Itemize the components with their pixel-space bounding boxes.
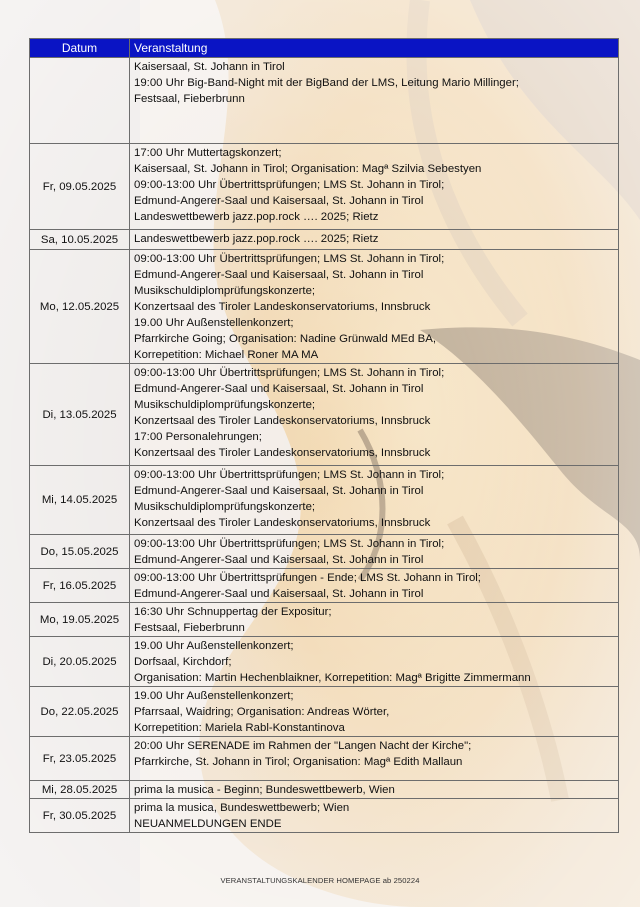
table-row bbox=[30, 364, 619, 466]
event-line: 09:00-13:00 Uhr Übertrittsprüfungen; LMS St. Johann in Tirol; bbox=[134, 179, 445, 191]
event-line: 19:00 Uhr Big-Band-Night mit der BigBand der LMS, Leitung Mario Millinger; bbox=[134, 77, 519, 89]
event-line: Festsaal, Fieberbrunn bbox=[134, 93, 245, 105]
event-description-cell bbox=[130, 637, 619, 687]
event-description-cell bbox=[130, 58, 619, 144]
column-header-event: Veranstaltung bbox=[130, 39, 619, 58]
event-line: Musikschuldiplomprüfungskonzerte; bbox=[134, 501, 316, 513]
event-line: Edmund-Angerer-Saal und Kaisersaal, St. Johann in Tirol bbox=[134, 485, 424, 497]
event-description-cell bbox=[130, 535, 619, 569]
event-date-cell: Mo, 19.05.2025 bbox=[30, 603, 130, 637]
event-line: Edmund-Angerer-Saal und Kaisersaal, St. Johann in Tirol bbox=[134, 588, 424, 600]
event-date-cell: Mo, 12.05.2025 bbox=[30, 250, 130, 364]
event-line: Kaisersaal, St. Johann in Tirol bbox=[134, 61, 285, 73]
table-row bbox=[30, 535, 619, 569]
table-row bbox=[30, 737, 619, 781]
event-line: Kaisersaal, St. Johann in Tirol; Organisation: Magª Szilvia Sebestyen bbox=[134, 163, 482, 175]
event-line: 09:00-13:00 Uhr Übertrittsprüfungen; LMS St. Johann in Tirol; bbox=[134, 367, 445, 379]
event-date-cell: Di, 13.05.2025 bbox=[30, 364, 130, 466]
event-line: Landeswettbewerb jazz.pop.rock …. 2025; Rietz bbox=[134, 233, 379, 245]
table-row bbox=[30, 687, 619, 737]
table-header-row bbox=[30, 39, 619, 58]
event-line: 19.00 Uhr Außenstellenkonzert; bbox=[134, 317, 294, 329]
table-row bbox=[30, 144, 619, 230]
event-line: 19.00 Uhr Außenstellenkonzert; bbox=[134, 640, 294, 652]
table-row bbox=[30, 781, 619, 799]
event-date-cell: Di, 20.05.2025 bbox=[30, 637, 130, 687]
event-description-cell bbox=[130, 781, 619, 799]
event-line: Korrepetition: Mariela Rabl-Konstantinova bbox=[134, 722, 345, 734]
event-date-cell: Fr, 23.05.2025 bbox=[30, 737, 130, 781]
table-row bbox=[30, 603, 619, 637]
event-line: Konzertsaal des Tiroler Landeskonservatoriums, Innsbruck bbox=[134, 447, 431, 459]
event-date-cell: Mi, 14.05.2025 bbox=[30, 466, 130, 535]
event-description-cell bbox=[130, 687, 619, 737]
event-line: Dorfsaal, Kirchdorf; bbox=[134, 656, 232, 668]
event-date-cell: Do, 22.05.2025 bbox=[30, 687, 130, 737]
event-line: Musikschuldiplomprüfungskonzerte; bbox=[134, 399, 316, 411]
table-row bbox=[30, 230, 619, 250]
event-line: 17:00 Uhr Muttertagskonzert; bbox=[134, 147, 282, 159]
event-description-cell bbox=[130, 603, 619, 637]
event-line: 09:00-13:00 Uhr Übertrittsprüfungen; LMS St. Johann in Tirol; bbox=[134, 469, 445, 481]
event-line: Edmund-Angerer-Saal und Kaisersaal, St. Johann in Tirol bbox=[134, 269, 424, 281]
event-description-cell bbox=[130, 144, 619, 230]
event-line: 19.00 Uhr Außenstellenkonzert; bbox=[134, 690, 294, 702]
event-description-cell bbox=[130, 737, 619, 781]
event-date-cell: Do, 15.05.2025 bbox=[30, 535, 130, 569]
event-description-cell bbox=[130, 364, 619, 466]
event-date-cell bbox=[30, 58, 130, 144]
event-line: 09:00-13:00 Uhr Übertrittsprüfungen; LMS St. Johann in Tirol; bbox=[134, 253, 445, 265]
event-description-cell bbox=[130, 799, 619, 833]
event-line: 17:00 Personalehrungen; bbox=[134, 431, 262, 443]
table-row bbox=[30, 799, 619, 833]
event-line: Musikschuldiplomprüfungskonzerte; bbox=[134, 285, 316, 297]
event-line: 09:00-13:00 Uhr Übertrittsprüfungen - Ende; LMS St. Johann in Tirol; bbox=[134, 572, 481, 584]
event-line: prima la musica - Beginn; Bundeswettbewerb, Wien bbox=[134, 784, 395, 796]
event-line: 20:00 Uhr SERENADE im Rahmen der "Langen Nacht der Kirche"; bbox=[134, 740, 472, 752]
table-row bbox=[30, 637, 619, 687]
event-line: Konzertsaal des Tiroler Landeskonservatoriums, Innsbruck bbox=[134, 415, 431, 427]
event-line: NEUANMELDUNGEN ENDE bbox=[134, 818, 282, 830]
event-line: Landeswettbewerb jazz.pop.rock …. 2025; Rietz bbox=[134, 211, 379, 223]
column-header-date: Datum bbox=[30, 39, 130, 58]
event-line: Edmund-Angerer-Saal und Kaisersaal, St. Johann in Tirol bbox=[134, 554, 424, 566]
event-date-cell: Fr, 09.05.2025 bbox=[30, 144, 130, 230]
table-row bbox=[30, 466, 619, 535]
event-line: 09:00-13:00 Uhr Übertrittsprüfungen; LMS St. Johann in Tirol; bbox=[134, 538, 445, 550]
event-line: Konzertsaal des Tiroler Landeskonservatoriums, Innsbruck bbox=[134, 301, 431, 313]
event-calendar-table bbox=[29, 38, 619, 833]
event-date-cell: Fr, 16.05.2025 bbox=[30, 569, 130, 603]
event-description-cell bbox=[130, 230, 619, 250]
event-line: Festsaal, Fieberbrunn bbox=[134, 622, 245, 634]
event-line: prima la musica, Bundeswettbewerb; Wien bbox=[134, 802, 350, 814]
event-line: Organisation: Martin Hechenblaikner, Korrepetition: Magª Brigitte Zimmermann bbox=[134, 672, 531, 684]
event-line: Edmund-Angerer-Saal und Kaisersaal, St. Johann in Tirol bbox=[134, 383, 424, 395]
table-row bbox=[30, 569, 619, 603]
event-line: Korrepetition: Michael Roner MA MA bbox=[134, 349, 319, 361]
event-line: 16:30 Uhr Schnuppertag der Expositur; bbox=[134, 606, 332, 618]
event-description-cell bbox=[130, 466, 619, 535]
event-date-cell: Mi, 28.05.2025 bbox=[30, 781, 130, 799]
event-description-cell bbox=[130, 569, 619, 603]
event-date-cell: Fr, 30.05.2025 bbox=[30, 799, 130, 833]
page-footer: VERANSTALTUNGSKALENDER HOMEPAGE ab 250224 bbox=[220, 876, 420, 885]
table-row bbox=[30, 250, 619, 364]
table-row bbox=[30, 58, 619, 144]
event-line: Pfarrkirche, St. Johann in Tirol; Organisation: Magª Edith Mallaun bbox=[134, 756, 463, 768]
event-description-cell bbox=[130, 250, 619, 364]
event-line: Konzertsaal des Tiroler Landeskonservatoriums, Innsbruck bbox=[134, 517, 431, 529]
event-line: Edmund-Angerer-Saal und Kaisersaal, St. Johann in Tirol bbox=[134, 195, 424, 207]
event-line: Pfarrkirche Going; Organisation: Nadine Grünwald MEd BA, bbox=[134, 333, 436, 345]
event-line: Pfarrsaal, Waidring; Organisation: Andreas Wörter, bbox=[134, 706, 390, 718]
event-date-cell: Sa, 10.05.2025 bbox=[30, 230, 130, 250]
